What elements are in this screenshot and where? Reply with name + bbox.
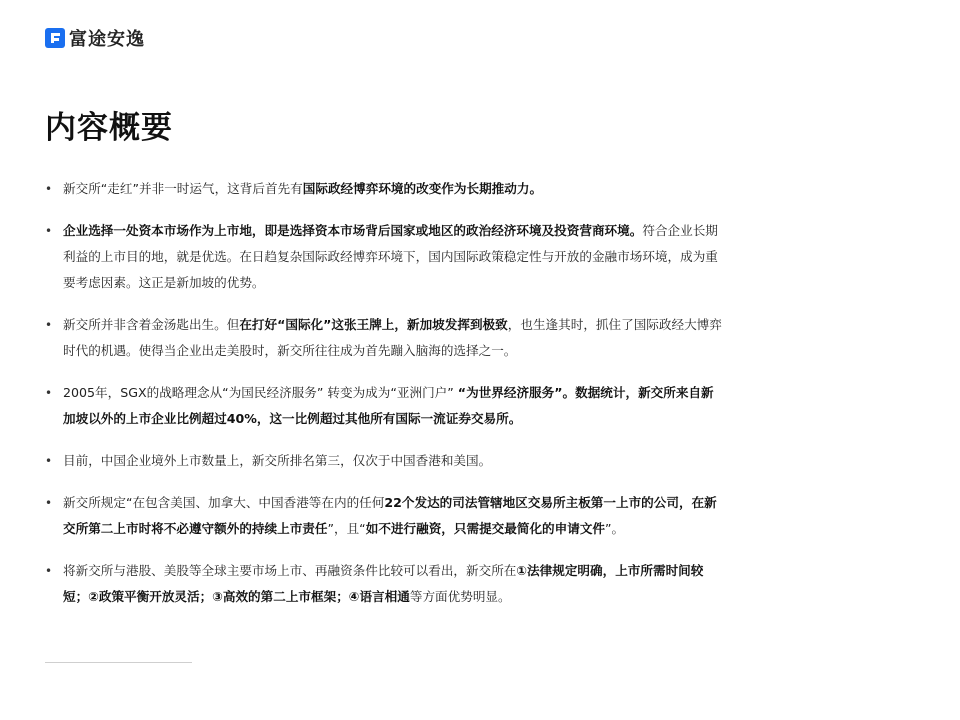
bullet-item [45,490,725,542]
bullet-item [45,380,725,432]
bullet-dot-icon: • [45,182,53,196]
futu-logo-icon [45,28,65,48]
bullet-text: 符合企业长期利益的上市目的地，就是优选。在日趋复杂国际政经博弈环境下，国内国际政策稳定性与开放的金融市场环境，成为重要考虑因素。这正是新加坡的优势。 [63,223,718,290]
bullet-text: 2005年，SGX的战略理念从“为国民经济服务” 转变为成为“亚洲门户” [63,385,458,400]
summary-list [45,176,725,626]
bullet-dot-icon: • [45,224,53,238]
bullet-text: ，也生逢其时，抓住了国际政经大博弈时代的机遇。使得当企业出走美股时，新交所往往成为首先蹦入脑海的选择之一。 [63,317,722,358]
bullet-item [45,176,725,202]
bullet-text: ”，且“ [327,521,366,536]
bullet-text: 新交所并非含着金汤匙出生。但 [63,317,240,332]
page-title: 内容概要 [45,110,173,146]
bullet-dot-icon: • [45,454,53,468]
logo-text: 富途安逸 [69,29,145,50]
bullet-text-bold: ①法律规定明确，上市所需时间较短；②政策平衡开放灵活；③高效的第二上市框架；④语言相通 [63,563,704,604]
bullet-text: 新交所规定“在包含美国、加拿大、中国香港等在内的任何 [63,495,385,510]
bullet-text-bold: 企业选择一处资本市场作为上市地，即是选择资本市场背后国家或地区的政治经济环境及投资营商环境。 [63,223,643,238]
bullet-item [45,448,725,474]
bullet-text: 等方面优势明显。 [409,589,511,604]
bullet-dot-icon: • [45,496,53,510]
bullet-text-bold: “为世界经济服务”。数据统计，新交所来自新加坡以外的上市企业比例超过40%，这一比例超过其他所有国际一流证券交易所。 [63,385,714,426]
bullet-text-bold: 在打好“国际化”这张王牌上，新加坡发挥到极致 [239,317,508,332]
bullet-text-bold: 如不进行融资，只需提交最简化的申请文件 [365,521,605,536]
bullet-dot-icon: • [45,564,53,578]
bullet-dot-icon: • [45,386,53,400]
bullet-text: 目前，中国企业境外上市数量上，新交所排名第三，仅次于中国香港和美国。 [63,453,492,468]
bullet-item [45,558,725,610]
footer-divider [45,662,192,663]
bullet-text: ”。 [605,521,625,536]
bullet-text-bold: 22个发达的司法管辖地区交易所主板第一上市的公司，在新交所第二上市时将不必遵守额外的持续上市责任 [63,495,717,536]
brand-logo [45,25,145,51]
bullet-item [45,218,725,296]
bullet-text-bold: 国际政经博弈环境的改变作为长期推动力。 [302,181,543,196]
bullet-dot-icon: • [45,318,53,332]
bullet-text: 新交所“走红”并非一时运气，这背后首先有 [63,181,303,196]
bullet-item [45,312,725,364]
bullet-text: 将新交所与港股、美股等全球主要市场上市、再融资条件比较可以看出，新交所在 [63,563,517,578]
